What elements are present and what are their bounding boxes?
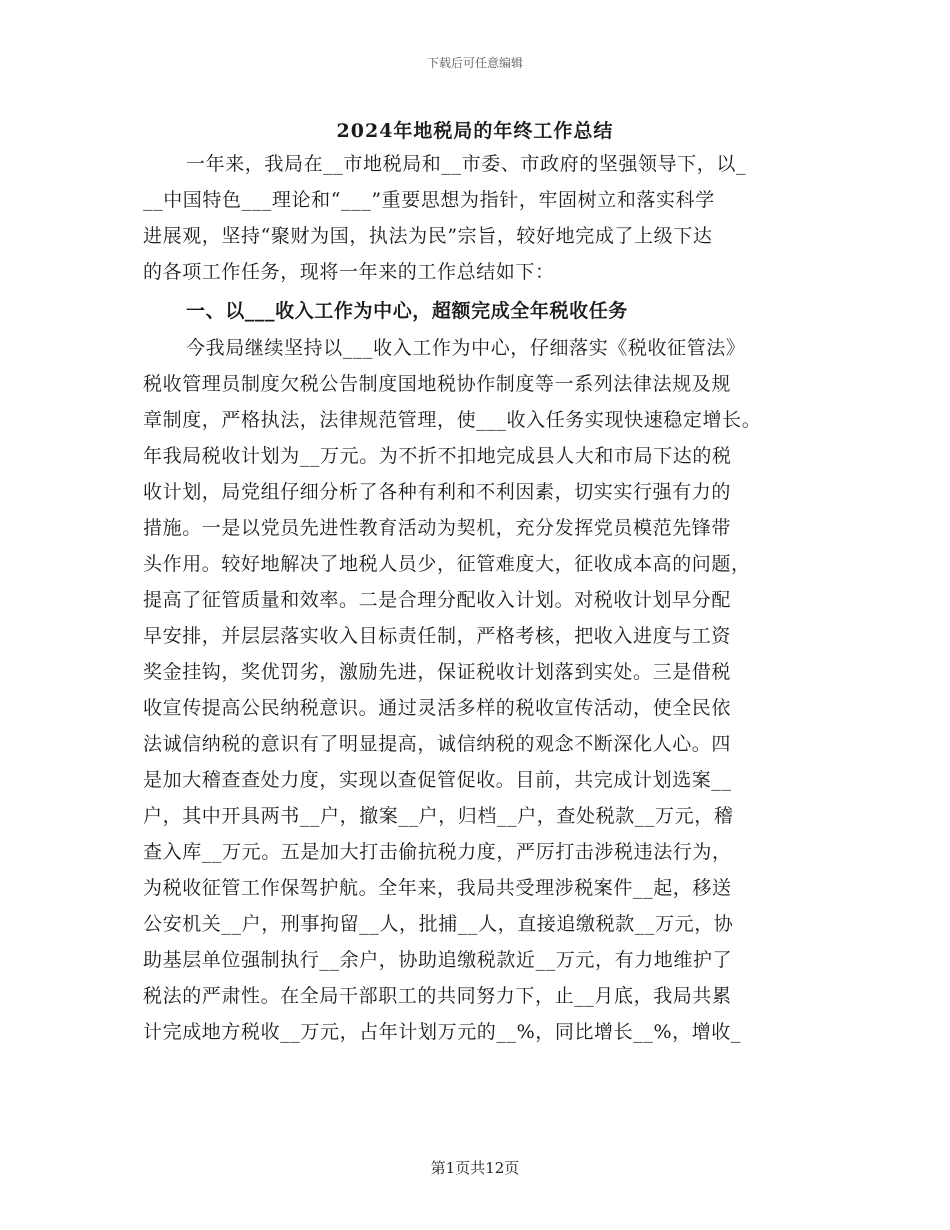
body-line: 一年来，我局在__市地税局和__市委、市政府的坚强领导下，以_ (186, 153, 747, 175)
body-line: __中国特色___理论和“___”重要思想为指针，牢固树立和落实科学 (143, 189, 715, 211)
body-line: 年我局税收计划为__万元。为不折不扣地完成县人大和市局下达的税 (143, 445, 732, 467)
body-line: 收宣传提高公民纳税意识。通过灵活多样的税收宣传活动，使全民依 (143, 697, 732, 719)
body-line: 助基层单位强制执行__余户，协助追缴税款近__万元，有力地维护了 (143, 949, 733, 971)
body-line: 早安排，并层层落实收入目标责任制，严格考核，把收入进度与工资 (143, 625, 732, 647)
body-line: 措施。一是以党员先进性教育活动为契机，充分发挥党员模范先锋带 (143, 517, 732, 539)
body-line: 为税收征管工作保驾护航。全年来，我局共受理涉税案件__起，移送 (143, 877, 732, 899)
body-line: 计完成地方税收__万元，占年计划万元的__%，同比增长__%，增收_ (143, 1021, 742, 1043)
body-line: 税法的严肃性。在全局干部职工的共同努力下，止__月底，我局共累 (143, 985, 732, 1007)
section-heading: 一、以___收入工作为中心，超额完成全年税收任务 (186, 300, 628, 322)
body-line: 奖金挂钩，奖优罚劣，激励先进，保证税收计划落到实处。三是借税 (143, 661, 732, 683)
body-line: 的各项工作任务，现将一年来的工作总结如下： (143, 261, 555, 283)
body-line: 提高了征管质量和效率。二是合理分配收入计划。对税收计划早分配 (143, 589, 732, 611)
body-line: 户，其中开具两书__户，撤案__户，归档__户，查处税款__万元，稽 (143, 805, 734, 827)
body-line: 进展观，坚持“聚财为国，执法为民”宗旨，较好地完成了上级下达 (143, 225, 713, 247)
body-line: 是加大稽查查处力度，实现以查促管促收。目前，共完成计划选案__ (143, 769, 732, 791)
header-note: 下载后可任意编辑 (426, 56, 523, 70)
body-line: 头作用。较好地解决了地税人员少，征管难度大，征收成本高的问题， (143, 553, 751, 575)
body-line: 税收管理员制度欠税公告制度国地税协作制度等一系列法律法规及规 (143, 373, 732, 395)
body-line: 收计划，局党组仔细分析了各种有利和不利因素，切实实行强有力的 (143, 481, 732, 503)
body-line: 章制度，严格执法，法律规范管理，使___收入任务实现快速稳定增长。 (143, 409, 762, 431)
page-number-footer: 第1页共12页 (430, 1159, 520, 1177)
document-title: 2024年地税局的年终工作总结 (336, 120, 614, 142)
body-line: 今我局继续坚持以___收入工作为中心，仔细落实《税收征管法》 (186, 337, 746, 359)
body-line: 查入库__万元。五是加大打击偷抗税力度，严厉打击涉税违法行为， (143, 841, 732, 863)
body-line: 公安机关__户，刑事拘留__人，批捕__人，直接追缴税款__万元，协 (143, 913, 734, 935)
body-line: 法诚信纳税的意识有了明显提高，诚信纳税的观念不断深化人心。四 (143, 733, 732, 755)
